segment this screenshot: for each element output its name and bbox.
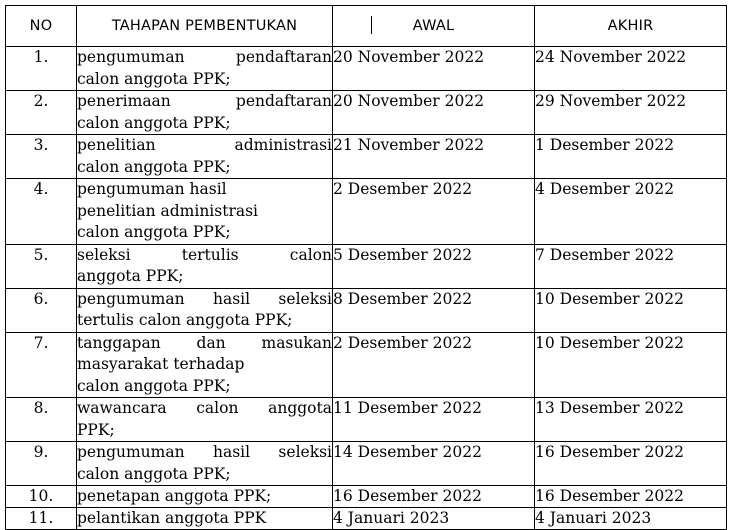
row-number: 8. [6,398,77,442]
table-row [6,508,727,530]
stage-text-line: tertulis calon anggota PPK; [77,311,293,329]
start-date-cell: 4 Januari 2023 [333,508,535,530]
table-row [6,442,727,486]
stage-cell [77,332,333,398]
stage-text-line: penetapan anggota PPK; [77,487,272,505]
table-row [6,332,727,398]
stage-text-line: pengumuman hasil [77,180,227,198]
stage-cell [77,288,333,332]
table-body [6,47,727,530]
stage-text-line: calon anggota PPK; [77,223,231,241]
stage-text-line: pengumuman pendaftaran [77,48,332,66]
end-date-cell: 16 Desember 2022 [535,442,727,486]
end-date-cell: 16 Desember 2022 [535,486,727,508]
row-number: 9. [6,442,77,486]
table-row [6,179,727,245]
stage-cell [77,486,333,508]
stage-text-line: anggota PPK; [77,267,184,285]
row-number: 4. [6,179,77,245]
start-date-cell: 16 Desember 2022 [333,486,535,508]
stage-cell [77,508,333,530]
start-date-cell: 2 Desember 2022 [333,332,535,398]
header-no: NO [6,6,77,47]
table-header [6,6,727,47]
stage-cell [77,244,333,288]
row-number: 10. [6,486,77,508]
stage-text-line: calon anggota PPK; [77,113,231,132]
table-row [6,486,727,508]
text-cursor-mark [371,16,372,34]
end-date-cell: 24 November 2022 [535,47,727,91]
stage-text-line: penerimaan pendaftaran [77,92,332,110]
stage-text-line: pelantikan anggota PPK [77,509,267,527]
table-row [6,288,727,332]
header-akhir: AKHIR [535,6,727,47]
row-number: 2. [6,91,77,135]
stage-cell [77,442,333,486]
schedule-table [5,5,727,530]
stage-cell [77,47,333,91]
start-date-cell: 20 November 2022 [333,47,535,91]
end-date-cell: 4 Januari 2023 [535,508,727,530]
start-date-cell: 5 Desember 2022 [333,244,535,288]
stage-cell [77,91,333,135]
stage-cell [77,398,333,442]
start-date-cell: 20 November 2022 [333,91,535,135]
row-number: 7. [6,332,77,398]
stage-text-line: calon anggota PPK; [77,157,231,176]
end-date-cell: 1 Desember 2022 [535,135,727,179]
stage-cell [77,179,333,245]
stage-text-line: penelitian administrasi [77,201,259,220]
stage-text-line: tanggapan dan masukan [77,333,332,352]
start-date-cell: 21 November 2022 [333,135,535,179]
stage-text-line: calon anggota PPK; [77,464,231,483]
end-date-cell: 29 November 2022 [535,91,727,135]
stage-text-line: pengumuman hasil seleksi [77,443,332,461]
stage-text-line: pengumuman hasil seleksi [77,289,332,308]
row-number: 3. [6,135,77,179]
header-tahapan: TAHAPAN PEMBENTUKAN [77,6,333,47]
start-date-cell: 14 Desember 2022 [333,442,535,486]
end-date-cell: 13 Desember 2022 [535,398,727,442]
document-page [5,5,727,530]
stage-text-line: PPK; [77,420,115,439]
table-row [6,47,727,91]
stage-text-line: masyarakat terhadap [77,355,245,373]
row-number: 5. [6,244,77,288]
header-awal [333,6,535,47]
row-number: 6. [6,288,77,332]
table-row [6,91,727,135]
row-number: 11. [6,508,77,530]
end-date-cell: 7 Desember 2022 [535,244,727,288]
row-number: 1. [6,47,77,91]
stage-text-line: calon anggota PPK; [77,69,231,88]
stage-text-line: wawancara calon anggota [77,399,332,417]
end-date-cell: 10 Desember 2022 [535,332,727,398]
start-date-cell: 8 Desember 2022 [333,288,535,332]
stage-text-line: penelitian administrasi [77,136,332,154]
end-date-cell: 10 Desember 2022 [535,288,727,332]
header-row [6,6,727,47]
stage-text-line: calon anggota PPK; [77,376,231,395]
stage-text-line: seleksi tertulis calon [77,245,332,264]
end-date-cell: 4 Desember 2022 [535,179,727,245]
table-row [6,398,727,442]
start-date-cell: 2 Desember 2022 [333,179,535,245]
header-awal-label: AWAL [412,18,455,34]
stage-cell [77,135,333,179]
table-row [6,244,727,288]
table-row [6,135,727,179]
start-date-cell: 11 Desember 2022 [333,398,535,442]
